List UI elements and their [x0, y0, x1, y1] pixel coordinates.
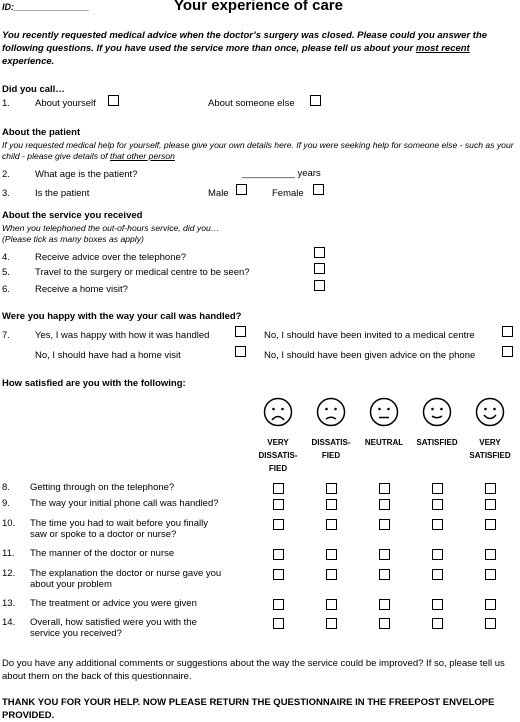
handled-option-label: No, I should have had a home visit [35, 350, 181, 361]
section-heading-did-you-call: Did you call… [2, 84, 65, 95]
rating-checkbox[interactable] [326, 499, 337, 510]
satisfaction-question-label: Overall, how satisfied were you with the service you received? [30, 617, 197, 639]
rating-checkbox[interactable] [273, 499, 284, 510]
service-instruction: (Please tick as many boxes as apply) [2, 234, 144, 244]
checkbox-female[interactable] [313, 184, 324, 195]
column-header-neutral: NEUTRAL [364, 438, 404, 447]
satisfaction-question-label: The treatment or advice you were given [30, 598, 197, 609]
checkbox-home-visit[interactable] [314, 280, 325, 291]
rating-checkbox[interactable] [273, 618, 284, 629]
rating-checkbox[interactable] [432, 569, 443, 580]
question-number: 1. [2, 98, 10, 109]
rating-checkbox[interactable] [379, 569, 390, 580]
question-number: 14. [2, 617, 16, 628]
satisfaction-question-label: The way your initial phone call was handled? [30, 498, 219, 509]
rating-checkbox[interactable] [379, 519, 390, 530]
neutral-face-icon [369, 397, 399, 427]
section-heading-service: About the service you received [2, 210, 143, 221]
sad-face-icon [316, 397, 346, 427]
rating-checkbox[interactable] [273, 549, 284, 560]
rating-checkbox[interactable] [273, 569, 284, 580]
column-header-satisfied: SATISFIED [416, 438, 458, 447]
rating-checkbox[interactable] [326, 599, 337, 610]
rating-checkbox[interactable] [326, 483, 337, 494]
about-patient-note: If you requested medical help for yourself, please give your own details here. If you were seeking help for someone else - such as your child - please give details of that other person [2, 140, 514, 161]
female-label: Female [272, 188, 304, 199]
checkbox-happy-handled[interactable] [235, 326, 246, 337]
rating-checkbox[interactable] [432, 549, 443, 560]
rating-checkbox[interactable] [432, 599, 443, 610]
checkbox-phone-advice-wanted[interactable] [502, 346, 513, 357]
very-happy-face-icon [475, 397, 505, 427]
rating-checkbox[interactable] [326, 569, 337, 580]
id-field-label: ID:_______________ [2, 2, 90, 12]
comments-text: Do you have any additional comments or suggestions about the way the service could be improved? If so, please tell us about them on the back of this questionnaire. [2, 658, 505, 682]
gender-question-label: Is the patient [35, 188, 90, 199]
checkbox-travel-to-surgery[interactable] [314, 263, 325, 274]
checkbox-medical-centre[interactable] [502, 326, 513, 337]
very-sad-face-icon [263, 397, 293, 427]
section-heading-satisfaction: How satisfied are you with the following: [2, 378, 186, 389]
age-input-field[interactable]: __________ years [242, 168, 321, 179]
handled-option-label: No, I should have been invited to a medical centre [264, 330, 475, 341]
question-number: 7. [2, 330, 10, 341]
rating-checkbox[interactable] [273, 599, 284, 610]
service-note: When you telephoned the out-of-hours service, did you… [2, 223, 220, 233]
rating-checkbox[interactable] [485, 499, 496, 510]
age-question-label: What age is the patient? [35, 169, 138, 180]
satisfaction-question-label: The explanation the doctor or nurse gave you about your problem [30, 568, 222, 590]
column-header-dissatisfied: DISSATIS- FIED [311, 438, 351, 460]
checkbox-home-visit-wanted[interactable] [235, 346, 246, 357]
rating-checkbox[interactable] [379, 599, 390, 610]
question-number: 4. [2, 252, 10, 263]
rating-checkbox[interactable] [273, 483, 284, 494]
satisfaction-question-label: The time you had to wait before you finally saw or spoke to a doctor or nurse? [30, 518, 208, 540]
checkbox-about-yourself[interactable] [108, 95, 119, 106]
section-heading-about-patient: About the patient [2, 127, 81, 138]
question-number: 5. [2, 267, 10, 278]
handled-option-label: Yes, I was happy with how it was handled [35, 330, 210, 341]
service-option-label: Travel to the surgery or medical centre to be seen? [35, 267, 250, 278]
service-option-label: Receive advice over the telephone? [35, 252, 187, 263]
rating-checkbox[interactable] [326, 519, 337, 530]
question-number: 12. [2, 568, 16, 579]
rating-checkbox[interactable] [485, 549, 496, 560]
page-title: Your experience of care [174, 0, 343, 14]
question-number: 2. [2, 169, 10, 180]
question-number: 9. [2, 498, 10, 509]
rating-checkbox[interactable] [485, 569, 496, 580]
question-number: 13. [2, 598, 16, 609]
rating-checkbox[interactable] [485, 483, 496, 494]
question-number: 6. [2, 284, 10, 295]
section-heading-call-handled: Were you happy with the way your call was handled? [2, 311, 242, 322]
question-number: 3. [2, 188, 10, 199]
rating-checkbox[interactable] [432, 618, 443, 629]
question-number: 8. [2, 482, 10, 493]
rating-checkbox[interactable] [432, 499, 443, 510]
checkbox-about-someone-else[interactable] [310, 95, 321, 106]
rating-checkbox[interactable] [485, 519, 496, 530]
question-number: 11. [2, 548, 15, 559]
checkbox-phone-advice[interactable] [314, 247, 325, 258]
service-option-label: Receive a home visit? [35, 284, 128, 295]
happy-face-icon [422, 397, 452, 427]
closing-thanks: THANK YOU FOR YOUR HELP. NOW PLEASE RETURN THE QUESTIONNAIRE IN THE FREEPOST ENVELOPE PROVIDED. [2, 697, 495, 721]
male-label: Male [208, 188, 229, 199]
rating-checkbox[interactable] [379, 499, 390, 510]
rating-checkbox[interactable] [379, 549, 390, 560]
satisfaction-question-label: The manner of the doctor or nurse [30, 548, 175, 559]
rating-checkbox[interactable] [273, 519, 284, 530]
rating-checkbox[interactable] [379, 618, 390, 629]
column-header-very-satisfied: VERY SATISFIED [469, 438, 511, 460]
satisfaction-question-label: Getting through on the telephone? [30, 482, 175, 493]
rating-checkbox[interactable] [326, 549, 337, 560]
rating-checkbox[interactable] [326, 618, 337, 629]
rating-checkbox[interactable] [432, 519, 443, 530]
checkbox-male[interactable] [236, 184, 247, 195]
handled-option-label: No, I should have been given advice on the phone [264, 350, 476, 361]
rating-checkbox[interactable] [432, 483, 443, 494]
rating-checkbox[interactable] [485, 618, 496, 629]
rating-checkbox[interactable] [485, 599, 496, 610]
option-about-yourself-label: About yourself [35, 98, 96, 109]
question-number: 10. [2, 518, 16, 529]
rating-checkbox[interactable] [379, 483, 390, 494]
intro-text: You recently requested medical advice when the doctor’s surgery was closed. Please could you answer the following questions. If you have used the service more than once, please tell us about your most recent experience. [2, 30, 488, 67]
column-header-very-dissatisfied: VERY DISSATIS- FIED [258, 438, 298, 473]
option-about-someone-else-label: About someone else [208, 98, 295, 109]
